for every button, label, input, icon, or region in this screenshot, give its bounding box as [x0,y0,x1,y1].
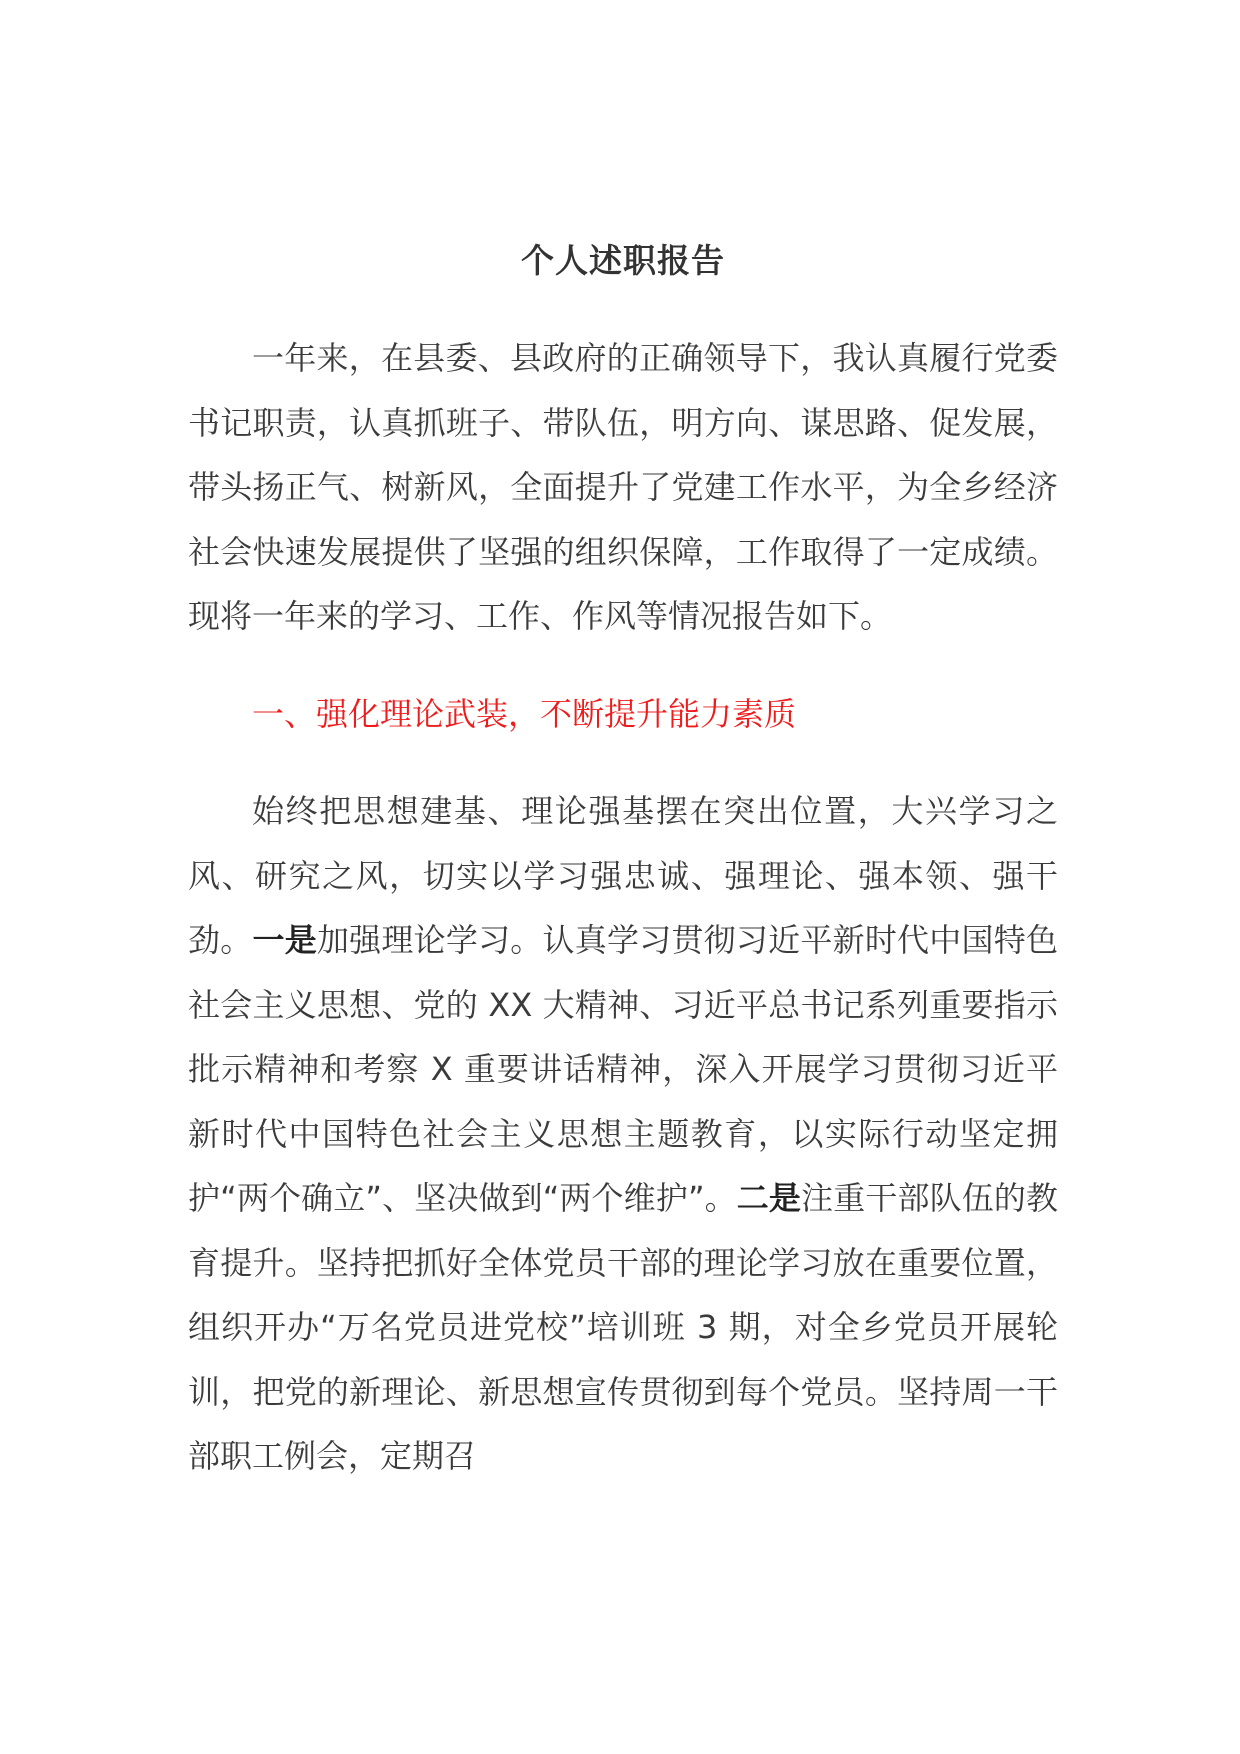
section-1-text-b: 加强理论学习。认真学习贯彻习近平新时代中国特色社会主义思想、党的 XX 大精神、习近平总书记系列重要指示批示精神和考察 X 重要讲话精神，深入开展学习贯彻习近平新时代中国特色社会主义思想主题教育，以实际行动坚定拥护“两个确立”、坚决做到“两个维护”。 [188,921,1058,1217]
section-1-text-a: 始终把思想建基、理论强基摆在突出位置，大兴学习之风、研究之风，切实以学习强忠诚、强理论、强本领、强干劲。 [188,792,1058,959]
emphasis-second: 二是 [736,1179,802,1217]
section-1-text-c: 注重干部队伍的教育提升。坚持把抓好全体党员干部的理论学习放在重要位置，组织开办“万名党员进党校”培训班 3 期，对全乡党员开展轮训，把党的新理论、新思想宣传贯彻到每个党员。坚持周一干部职工例会，定期召 [188,1179,1058,1475]
section-heading-1: 一、强化理论武装，不断提升能力素质 [252,694,797,733]
document-body [188,228,1058,1489]
document-title: 个人述职报告 [521,241,725,280]
intro-paragraph: 一年来，在县委、县政府的正确领导下，我认真履行党委书记职责，认真抓班子、带队伍，明方向、谋思路、促发展，带头扬正气、树新风，全面提升了党建工作水平，为全乡经济社会快速发展提供了坚强的组织保障，工作取得了一定成绩。现将一年来的学习、工作、作风等情况报告如下。 [188,339,1058,635]
emphasis-first: 一是 [252,921,317,959]
section-1-paragraph [188,779,1058,1489]
